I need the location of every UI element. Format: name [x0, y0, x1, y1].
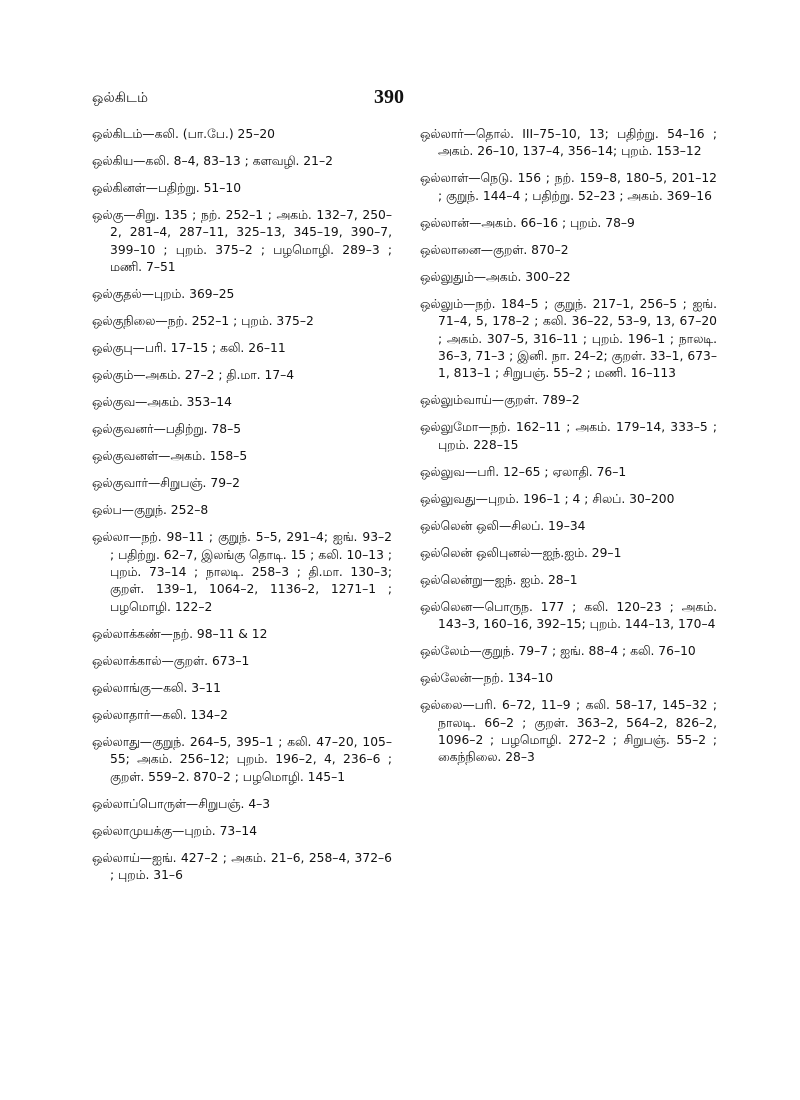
index-entry: ஒல்லென் ஒலிபுனல்—ஐந்.ஐம். 29–1	[420, 545, 622, 560]
index-entry: ஒல்குவனள்—அகம். 158–5	[92, 449, 248, 464]
index-entry: ஒல்லான்—அகம். 66–16 ; புறம். 78–9	[420, 215, 635, 230]
index-entry: ஒல்லை—பரி. 6–72, 11–9 ; கலி. 58–17, 145–32 ; நாலடி. 66–2 ; குறள். 363–2, 564–2, 826–2, 1096–2 ; பழமொழி. 272–2 ; சிறுபஞ். 55–2 ; கைந்நிலை. 28–3	[420, 698, 717, 765]
index-entry: ஒல்கிய—கலி. 8–4, 83–13 ; களவழி. 21–2	[92, 154, 333, 168]
index-entry: ஒல்கினள்—பதிற்று. 51–10	[92, 181, 242, 195]
index-entry: ஒல்லுதும்—அகம். 300–22	[420, 269, 571, 284]
index-entry: ஒல்லாதார்—கலி. 134–2	[92, 707, 228, 722]
index-entry: ஒல்லாய்—ஐங். 427–2 ; அகம். 21–6, 258–4, 372–6 ; புறம். 31–6	[92, 850, 392, 883]
index-entry: ஒல்கிடம்—கலி. (பா.பே.) 25–20	[92, 127, 275, 141]
index-entry: ஒல்லாக்கண்—நற். 98–11 & 12	[92, 626, 268, 641]
index-entry: ஒல்குதல்—புறம். 369–25	[92, 287, 235, 302]
running-head: ஒல்கிடம்	[92, 90, 149, 106]
right-column	[420, 126, 717, 776]
index-entry: ஒல்லாமுயக்கு—புறம். 73–14	[92, 823, 258, 838]
index-entry: ஒல்லாது—குறுந். 264–5, 395–1 ; கலி. 47–20, 105–55; அகம். 256–12; புறம். 196–2, 4, 236–6 ; குறள். 559–2. 870–2 ; பழமொழி. 145–1	[92, 734, 392, 784]
index-entry: ஒல்லென—பொருந. 177 ; கலி. 120–23 ; அகம். 143–3, 160–16, 392–15; புறம். 144–13, 170–4	[420, 599, 717, 632]
index-entry: ஒல்லார்—தொல். III–75–10, 13; பதிற்று. 54–16 ; அகம். 26–10, 137–4, 356–14; புறம். 153–12	[420, 127, 717, 159]
index-entry: ஒல்லென்று—ஐந். ஐம். 28–1	[420, 572, 578, 587]
index-entry: ஒல்லும்—நற். 184–5 ; குறுந். 217–1, 256–5 ; ஐங். 71–4, 5, 178–2 ; கலி. 36–22, 53–9, 13, 67–20 ; அகம். 307–5, 316–11 ; புறம். 196–1 ; நாலடி. 36–3, 71–3 ; இனி. நா. 24–2; குறள். 33–1, 673–1, 813–1 ; சிறுபஞ். 55–2 ; மணி. 16–113	[420, 296, 717, 381]
index-entry: ஒல்குவார்—சிறுபஞ். 79–2	[92, 476, 240, 491]
page-number: 390	[374, 86, 404, 108]
index-entry: ஒல்லுமோ—நற். 162–11 ; அகம். 179–14, 333–5 ; புறம். 228–15	[420, 420, 717, 452]
index-entry: ஒல்லானை—குறள். 870–2	[420, 242, 569, 257]
index-entry: ஒல்குவ—அகம். 353–14	[92, 395, 232, 410]
index-entry: ஒல்கு—சிறு. 135 ; நற். 252–1 ; அகம். 132–7, 250–2, 281–4, 287–11, 325–13, 345–19, 390–7, 399–10 ; புறம். 375–2 ; பழமொழி. 289–3 ; மணி. 7–51	[92, 208, 392, 275]
index-entry: ஒல்லுவ—பரி. 12–65 ; ஏலாதி. 76–1	[420, 464, 627, 479]
index-entry: ஒல்லாள்—நெடு. 156 ; நற். 159–8, 180–5, 201–12 ; குறுந். 144–4 ; பதிற்று. 52–23 ; அகம். 369–16	[420, 171, 717, 203]
index-entry: ஒல்லுவது—புறம். 196–1 ; 4 ; சிலப். 30–200	[420, 491, 675, 506]
index-entry: ஒல்லேம்—குறுந். 79–7 ; ஐங். 88–4 ; கலி. 76–10	[420, 644, 696, 659]
left-column	[92, 126, 392, 894]
index-entry: ஒல்லும்வாய்—குறள். 789–2	[420, 393, 580, 408]
index-entry: ஒல்லா—நற். 98–11 ; குறுந். 5–5, 291–4; ஐங். 93–2 ; பதிற்று. 62–7, இலங்கு தொடி. 15 ; கலி. 10–13 ; புறம். 73–14 ; நாலடி. 258–3 ; தி.மா. 130–3; குறள். 139–1, 1064–2, 1136–2, 1271–1 ; பழமொழி. 122–2	[92, 530, 392, 614]
index-entry: ஒல்லென் ஒலி—சிலப். 19–34	[420, 518, 586, 533]
index-entry: ஒல்கும்—அகம். 27–2 ; தி.மா. 17–4	[92, 368, 295, 383]
index-entry: ஒல்லாக்கால்—குறள். 673–1	[92, 653, 250, 668]
index-entry: ஒல்குநிலை—நற். 252–1 ; புறம். 375–2	[92, 314, 314, 329]
index-entry: ஒல்லாப்பொருள்—சிறுபஞ். 4–3	[92, 796, 271, 811]
index-entry: ஒல்லேன்—நற். 134–10	[420, 671, 554, 686]
index-entry: ஒல்ப—குறுந். 252–8	[92, 503, 209, 518]
index-entry: ஒல்குவனர்—பதிற்று. 78–5	[92, 422, 242, 437]
index-entry: ஒல்லாங்கு—கலி. 3–11	[92, 680, 221, 695]
index-entry: ஒல்குபு—பரி. 17–15 ; கலி. 26–11	[92, 341, 286, 356]
